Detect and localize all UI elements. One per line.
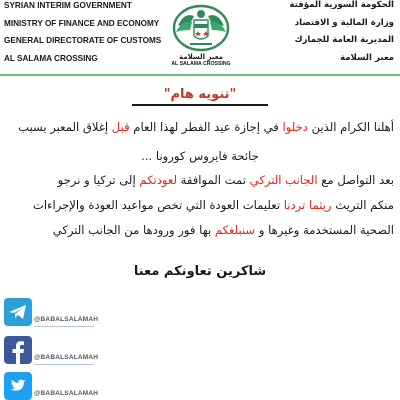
letterhead — [0, 0, 400, 78]
thanks-message: شاكرين تعاونكم معنا — [133, 264, 267, 279]
facebook-rule — [34, 364, 94, 365]
notice-title: "تنويه هام" — [163, 87, 237, 102]
eagle-emblem-icon — [170, 0, 232, 54]
emblem-caption-en: AL SALAMA CROSSING — [171, 61, 231, 67]
notice-heading — [130, 86, 270, 106]
crossing-name-ar: معبر السلامة — [340, 52, 394, 63]
crossing-name-en: AL SALAMA CROSSING — [4, 53, 98, 63]
telegram-rule — [34, 326, 94, 327]
letterhead-arabic — [244, 0, 394, 67]
ministry-name-en: MINISTRY OF FINANCE AND ECONOMY — [4, 18, 160, 28]
paragraph-line-4: منكم التريث ريثما تردنا تعليمات العودة التي تخص مواعيد العودة والإجراءات — [32, 198, 394, 212]
directorate-name-ar: المديرية العامة للجمارك — [294, 35, 394, 45]
letterhead-english — [4, 0, 174, 67]
social-facebook[interactable] — [4, 336, 144, 368]
notice-underline — [132, 104, 268, 106]
ministry-name-ar: وزارة المالية و الاقتصاد — [294, 17, 394, 28]
emblem-caption-ar: معبر السلامة — [179, 53, 223, 61]
government-name-en: SYRIAN INTERIM GOVERNMENT — [4, 1, 132, 10]
paragraph-line-2: جائحة فايروس كورونا ... — [141, 149, 259, 163]
header-divider — [0, 74, 400, 76]
social-telegram[interactable] — [4, 298, 144, 330]
directorate-name-en: GENERAL DIRECTORATE OF CUSTOMS — [4, 36, 162, 45]
paragraph-line-5: الصحية المستخدمة وغيرها و سنبلغكم بها فور ورودها من الجانب التركي — [52, 223, 394, 237]
social-twitter[interactable] — [4, 372, 144, 400]
government-name-ar: الحكومة السورية المؤقتة — [289, 0, 394, 10]
telegram-handle: @BABALSALAMAH — [34, 316, 99, 323]
facebook-icon — [4, 336, 32, 364]
paragraph-line-1: أهلنا الكرام الذين دخلوا في إجازة عيد الفطر لهذا العام قبل إغلاق المعبر بسبب — [18, 120, 394, 134]
twitter-icon — [4, 372, 32, 400]
paragraph-line-3: بعد التواصل مع الجانب التركي تمت الموافقة لعودتكم إلى تركيا و نرجو — [57, 173, 394, 187]
facebook-handle: @BABALSALAMAH — [34, 354, 99, 361]
telegram-icon — [4, 298, 32, 326]
twitter-handle: @BABALSALAMAH — [34, 390, 99, 397]
